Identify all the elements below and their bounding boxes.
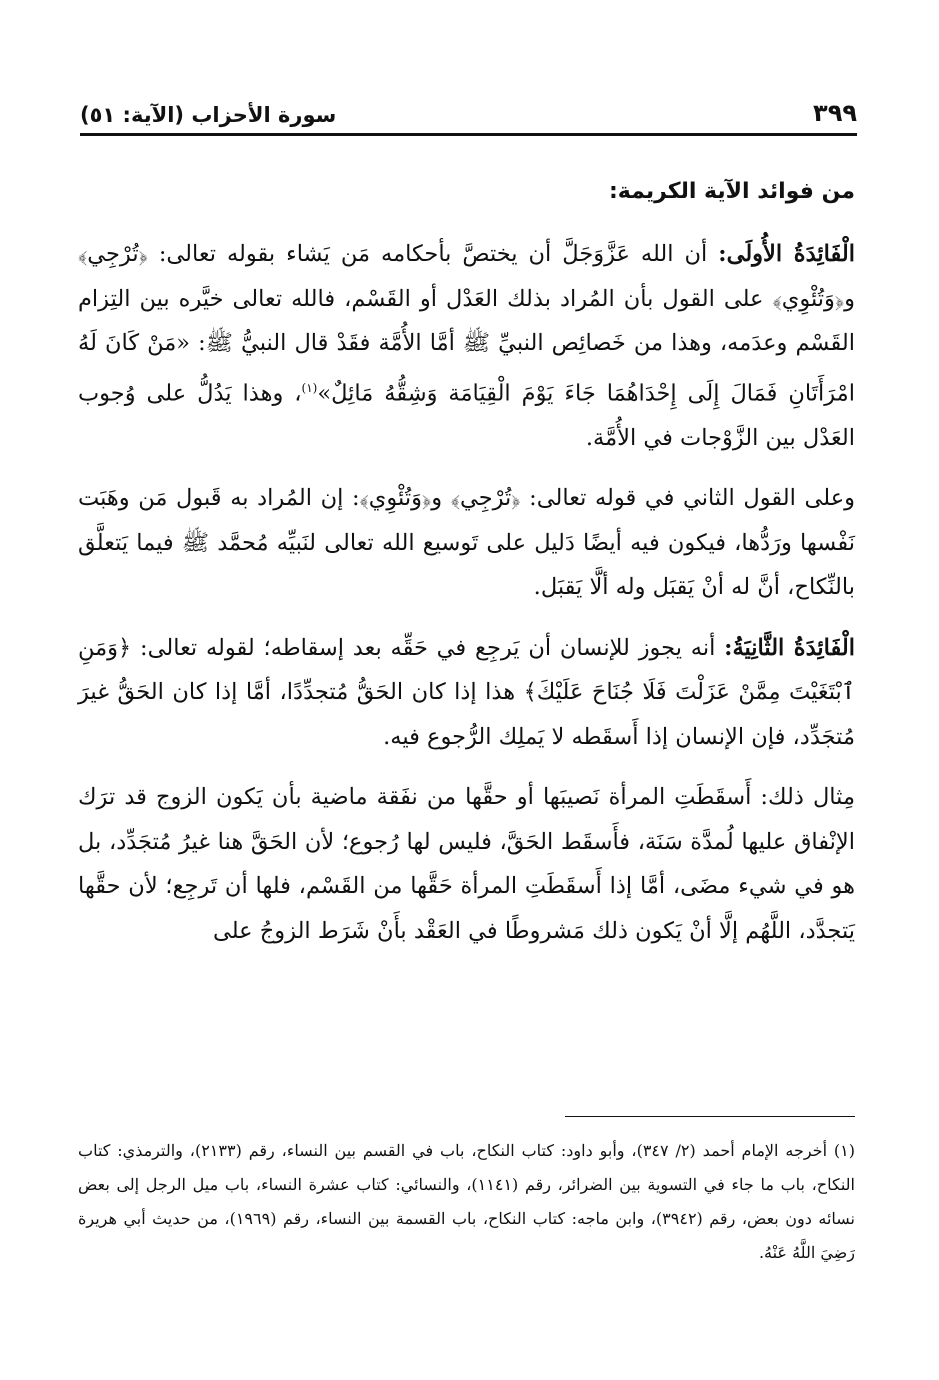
paragraph-benefit-1: [78, 232, 855, 460]
paragraph-text: أنه يجوز للإنسان أن يَرجِع في حَقِّه بعد إسقاطه؛ لقوله تعالى: ﴿وَمَنِ ٱبْتَغَيْتَ مِمَّنْ عَزَلْتَ فَلَا جُنَاحَ عَلَيْكَ﴾ هذا إذا كان الحَقُّ مُتجدِّدًا، أمَّا إذا كان الحَقُّ غيرَ مُتجَدِّد، فإن الإنسان إذا أَسقَطه لا يَملِك الرُّجوع فيه.: [78, 634, 855, 750]
paragraph-text: أن الله عَزَّوَجَلَّ أن يختصَّ بأحكامه مَن يَشاء بقوله تعالى: ﴿تُرْجِي﴾ و﴿وَتُئْوِي﴾ على القول بأن المُراد بذلك العَدْل أو القَسْم، فالله تعالى خيَّره بين التِزام القَسْم وعدَمه، وهذا من خَصائِص النبيِّ ﷺ أمَّا الأُمَّة فقَدْ قال النبيُّ ﷺ: «مَنْ كَانَ لَهُ امْرَأَتَانِ فَمَالَ إِلَى إِحْدَاهُمَا جَاءَ يَوْمَ الْقِيَامَة وَشِقُّهُ مَائِلٌ»: [78, 241, 855, 406]
benefit-label: الْفَائِدَةُ الأُولَى:: [718, 241, 855, 267]
section-heading: من فوائد الآية الكريمة:: [608, 179, 855, 204]
paragraph-tail: ، وهذا يَدُلُّ على وُجوب العَدْل بين الزَّوْجات في الأُمَّة.: [78, 380, 855, 451]
benefit-label: الْفَائِدَةُ الثَّانِيَةُ:: [724, 634, 855, 661]
paragraph-text: مِثال ذلك: أَسقَطَتِ المرأة نَصيبَها أو حقَّها من نفَقة ماضية بأن يَكون الزوج قد ترَك الإنْفاق عليها لُمدَّة سَنَة، فأَسقَط الحَقَّ، فليس لها رُجوع؛ لأن الحَقَّ هنا غيرُ مُتجَدِّد، بل هو في شيء مضَى، أمَّا إذا أَسقَطَتِ المرأة حَقَّها من القَسْم، فلها أن تَرجِع؛ لأن حقَّها يَتجدَّد، اللَّهُم إلَّا أنْ يَكون ذلك مَشروطًا في العَقْد بأَنْ شَرَط الزوجُ على: [78, 784, 855, 944]
main-content: [78, 170, 855, 969]
paragraph-text: وعلى القول الثاني في قوله تعالى: ﴿تُرْجِي﴾ و﴿وَتُئْوِي﴾: إن المُراد به قَبول مَن وهَبَت نَفْسها ورَدُّها، فيكون فيه أيضًا دَليل على تَوسيع الله تعالى لنَبيِّه مُحمَّد ﷺ فيما يَتعلَّق بالنِّكاح، أنَّ له أنْ يَقبَل وله ألَّا يَقبَل.: [78, 485, 855, 600]
page-number: ٣٩٩: [813, 99, 857, 127]
running-head: سورة الأحزاب (الآية: ٥١): [80, 103, 337, 127]
footnote-divider: [565, 1116, 855, 1117]
footnote: (١) أخرجه الإمام أحمد (٢/ ٣٤٧)، وأبو داود: كتاب النكاح، باب في القسم بين النساء، رقم (٢١٣٣)، والترمذي: كتاب النكاح، باب ما جاء في التسوية بين الضرائر، رقم (١١٤١)، والنسائي: كتاب عشرة النساء، باب ميل الرجل إلى بعض نسائه دون بعض، رقم (٣٩٤٢)، وابن ماجه: كتاب النكاح، باب القسمة بين النساء، رقم (١٩٦٩)، من حديث أبي هريرة رَضِيَ اللَّهُ عَنْهُ.: [78, 1141, 856, 1262]
paragraph-benefit-2: [78, 626, 855, 760]
footnote-ref[interactable]: (١): [301, 380, 318, 395]
paragraph-second-opinion: [78, 476, 855, 610]
paragraph-example: [78, 775, 855, 953]
page-header: [80, 92, 857, 136]
